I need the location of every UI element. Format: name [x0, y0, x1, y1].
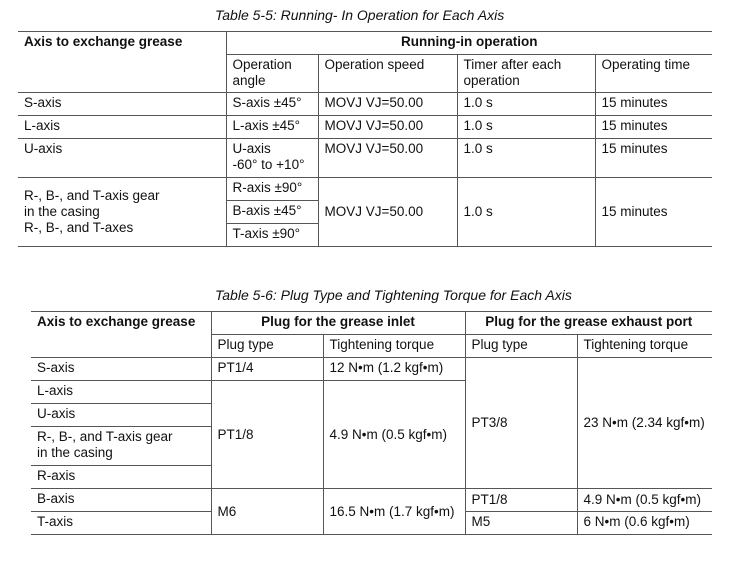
- exhaust-type-cell: M5: [465, 512, 577, 535]
- table-row: [18, 93, 712, 116]
- header-running-in: Running-in operation: [226, 32, 712, 55]
- subheader-angle: Operation angle: [226, 55, 318, 93]
- exhaust-torque-cell: 6 N•m (0.6 kgf•m): [577, 512, 712, 535]
- time-cell: 15 minutes: [595, 178, 712, 247]
- speed-cell: MOVJ VJ=50.00: [318, 178, 457, 247]
- speed-cell: MOVJ VJ=50.00: [318, 116, 457, 139]
- angle-cell: L-axis ±45°: [226, 116, 318, 139]
- subheader-speed: Operation speed: [318, 55, 457, 93]
- header-inlet: Plug for the grease inlet: [211, 312, 465, 335]
- timer-cell: 1.0 s: [457, 178, 595, 247]
- angle-cell: T-axis ±90°: [226, 224, 318, 247]
- inlet-torque-cell: 12 N•m (1.2 kgf•m): [323, 358, 465, 381]
- angle-cell: [226, 139, 318, 178]
- subheader-torque: Tightening torque: [323, 335, 465, 358]
- subheader-timer: Timer after each operation: [457, 55, 595, 93]
- angle-line: -60° to +10°: [232, 157, 305, 172]
- axis-cell: L-axis: [31, 381, 211, 404]
- inlet-torque-cell: 4.9 N•m (0.5 kgf•m): [323, 381, 465, 489]
- exhaust-type-cell: PT3/8: [465, 358, 577, 489]
- inlet-torque-cell: 16.5 N•m (1.7 kgf•m): [323, 489, 465, 535]
- angle-cell: B-axis ±45°: [226, 201, 318, 224]
- speed-cell: MOVJ VJ=50.00: [318, 93, 457, 116]
- axis-cell: T-axis: [31, 512, 211, 535]
- axis-cell: R-axis: [31, 466, 211, 489]
- axis-cell: S-axis: [31, 358, 211, 381]
- axis-line: R-, B-, and T-axis gear: [37, 429, 173, 444]
- time-cell: 15 minutes: [595, 139, 712, 178]
- subheader-plug-type: Plug type: [211, 335, 323, 358]
- subheader-plug-type: Plug type: [465, 335, 577, 358]
- table-row: [18, 139, 712, 178]
- header-exhaust: Plug for the grease exhaust port: [465, 312, 712, 335]
- speed-cell: MOVJ VJ=50.00: [318, 139, 457, 178]
- timer-cell: 1.0 s: [457, 93, 595, 116]
- plug-torque-table: [31, 311, 712, 535]
- angle-cell: S-axis ±45°: [226, 93, 318, 116]
- table2-caption: Table 5-6: Plug Type and Tightening Torque for Each Axis: [215, 287, 572, 303]
- table-row: [18, 178, 712, 201]
- header-axis: Axis to exchange grease: [31, 312, 211, 358]
- axis-cell-group: [18, 178, 226, 247]
- inlet-type-cell: PT1/4: [211, 358, 323, 381]
- table-row: [31, 358, 712, 381]
- running-in-table: [18, 31, 712, 247]
- axis-cell: B-axis: [31, 489, 211, 512]
- exhaust-torque-cell: 4.9 N•m (0.5 kgf•m): [577, 489, 712, 512]
- table-row: [31, 312, 712, 335]
- axis-cell: U-axis: [31, 404, 211, 427]
- axis-cell: L-axis: [18, 116, 226, 139]
- header-axis: Axis to exchange grease: [18, 32, 226, 93]
- subheader-time: Operating time: [595, 55, 712, 93]
- exhaust-torque-cell: 23 N•m (2.34 kgf•m): [577, 358, 712, 489]
- axis-line: in the casing: [37, 445, 113, 460]
- inlet-type-cell: M6: [211, 489, 323, 535]
- axis-line: in the casing: [24, 204, 100, 219]
- table-row: [18, 32, 712, 55]
- subheader-torque: Tightening torque: [577, 335, 712, 358]
- exhaust-type-cell: PT1/8: [465, 489, 577, 512]
- inlet-type-cell: PT1/8: [211, 381, 323, 489]
- axis-line: R-, B-, and T-axes: [24, 220, 134, 235]
- table-row: [31, 489, 712, 512]
- axis-cell: S-axis: [18, 93, 226, 116]
- axis-cell: [31, 427, 211, 466]
- axis-line: R-, B-, and T-axis gear: [24, 188, 160, 203]
- time-cell: 15 minutes: [595, 116, 712, 139]
- angle-cell: R-axis ±90°: [226, 178, 318, 201]
- table-row: [18, 116, 712, 139]
- timer-cell: 1.0 s: [457, 116, 595, 139]
- angle-line: U-axis: [232, 141, 271, 156]
- table1-caption: Table 5-5: Running- In Operation for Each Axis: [215, 7, 505, 23]
- timer-cell: 1.0 s: [457, 139, 595, 178]
- time-cell: 15 minutes: [595, 93, 712, 116]
- axis-cell: U-axis: [18, 139, 226, 178]
